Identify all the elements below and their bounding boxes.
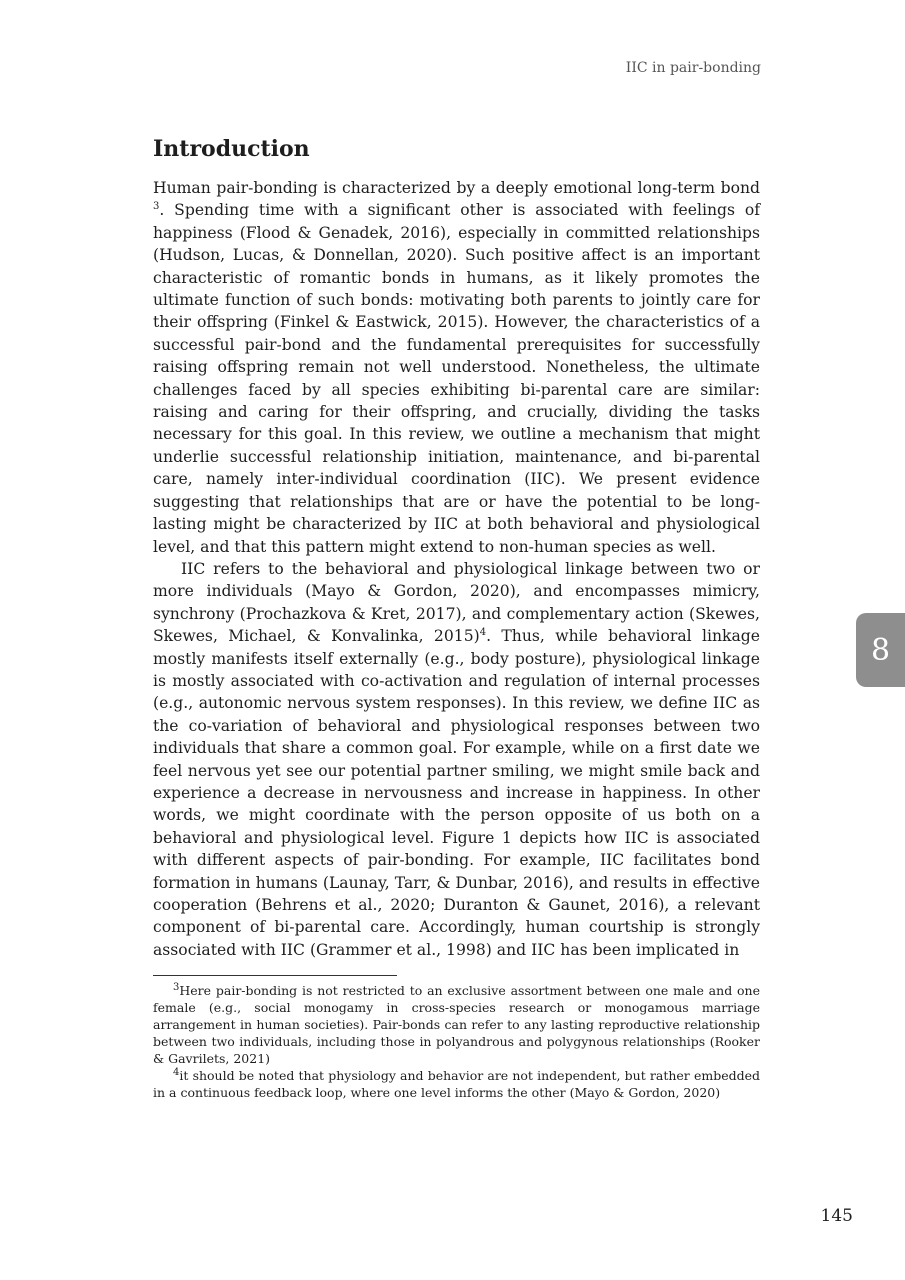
section-title: Introduction <box>153 136 310 162</box>
paragraph-2-text-a: IIC refers to the behavioral and physiological linkage between two or more individuals (Mayo & Gordon, 2020), and encompasses mimicry, synchrony (Prochazkova & Kret, 2017), and complementary action (Skewes, Skewes, Michael, & Konvalinka, 2015) <box>153 559 760 646</box>
footnote-4-text: it should be noted that physiology and behavior are not independent, but rather embedded in a continuous feedback loop, where one level informs the other (Mayo & Gordon, 2020) <box>153 1068 760 1101</box>
footnote-4 <box>153 1067 760 1101</box>
chapter-number: 8 <box>870 632 891 668</box>
main-content <box>153 136 760 1101</box>
footnote-mark-3: 3 <box>173 982 180 994</box>
paragraph-2 <box>153 558 760 961</box>
paragraph-2-text-b: . Thus, while behavioral linkage mostly manifests itself externally (e.g., body posture), physiological linkage is mostly associated with co-activation and regulation of internal processes (e.g., autonomic nervous system responses). In this review, we define IIC as the co-variation of behavioral and physiological responses between two individuals that share a common goal. For example, while on a first date we feel nervous yet see our potential partner smiling, we might smile back and experience a decrease in nervousness and increase in happiness. In other words, we might coordinate with the person opposite of us both on a behavioral and physiological level. Figure 1 depicts how IIC is associated with different aspects of pair-bonding. For example, IIC facilitates bond formation in humans (Launay, Tarr, & Dunbar, 2016), and results in effective cooperation (Behrens et al., 2020; Duranton & Gaunet, 2016), a relevant component of bi-parental care. Accordingly, human courtship is strongly associated with IIC (Grammer et al., 1998) and IIC has been implicated in <box>153 627 760 959</box>
footnote-mark-4: 4 <box>173 1067 180 1079</box>
running-header: IIC in pair-bonding <box>625 60 761 76</box>
paragraph-1-text-a: Human pair-bonding is characterized by a deeply emotional long-term bond <box>153 179 760 197</box>
footnote-divider <box>153 975 397 976</box>
footnote-ref-4[interactable]: 4 <box>479 626 487 638</box>
footnote-ref-3[interactable]: 3 <box>153 201 160 213</box>
page-number: 145 <box>820 1206 853 1226</box>
chapter-tab <box>856 613 905 687</box>
footnote-3 <box>153 982 760 1067</box>
paragraph-1-text-b: . Spending time with a significant other is associated with feelings of happiness (Flood & Genadek, 2016), especially in committed relationships (Hudson, Lucas, & Donnellan, 2020). Such positive affect is an important characteristic of romantic bonds in humans, as it likely promotes the ultimate function of such bonds: motivating both parents to jointly care for their offspring (Finkel & Eastwick, 2015). However, the characteristics of a successful pair-bond and the fundamental prerequisites for successfully raising offspring remain not well understood. Nonetheless, the ultimate challenges faced by all species exhibiting bi-parental care are similar: raising and caring for their offspring, and crucially, dividing the tasks necessary for this goal. In this review, we outline a mechanism that might underlie successful relationship initiation, maintenance, and bi-parental care, namely inter-individual coordination (IIC). We present evidence suggesting that relationships that are or have the potential to be long-lasting might be characterized by IIC at both behavioral and physiological level, and that this pattern might extend to non-human species as well. <box>153 201 760 556</box>
paragraph-1 <box>153 177 760 558</box>
footnote-3-text: Here pair-bonding is not restricted to an exclusive assortment between one male and one female (e.g., social monogamy in cross-species research or monogamous marriage arrangement in human societies). Pair-bonds can refer to any lasting reproductive relationship between two individuals, including those in polyandrous and polygynous relationships (Rooker & Gavrilets, 2021) <box>153 983 760 1067</box>
